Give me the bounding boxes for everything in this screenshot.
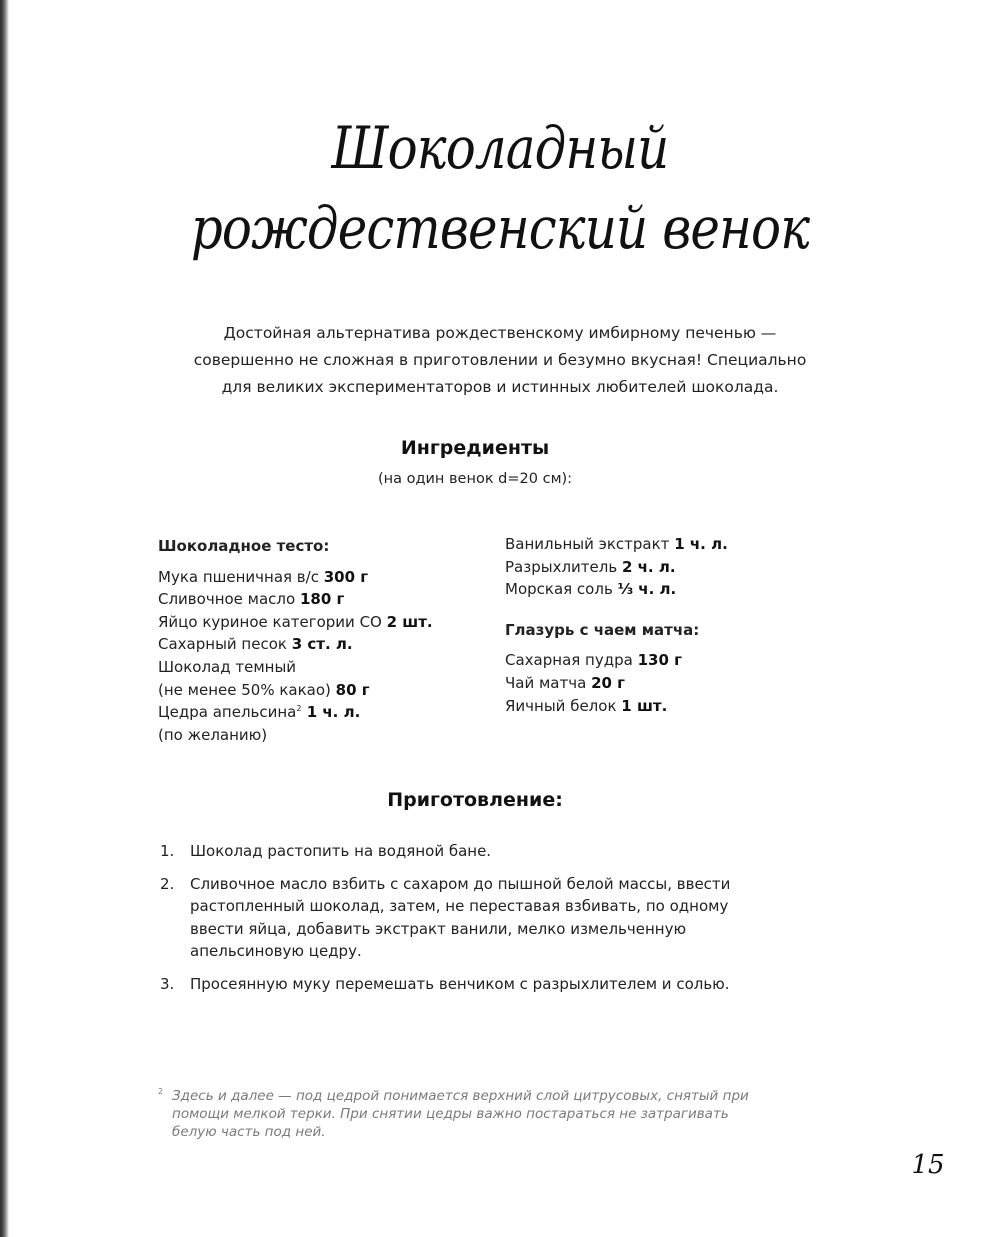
page-title [70, 108, 930, 268]
preparation-heading: Приготовление: [387, 789, 563, 811]
intro-line-1: Достойная альтернатива рождественскому имбирному печенью — [223, 324, 777, 342]
ingredient-amount: 80 г [335, 680, 370, 699]
step-number: 3. [160, 974, 175, 993]
glaze-ingredient-list [505, 649, 728, 717]
ingredient-row [158, 679, 433, 702]
ingredient-row [505, 556, 728, 579]
ingredient-amount: 20 г [591, 673, 625, 692]
title-line-1: Шоколадный [331, 114, 669, 182]
ingredient-row [505, 533, 728, 556]
ingredient-row [158, 724, 433, 747]
right-column [505, 533, 728, 717]
ingredient-name: Морская соль [505, 580, 618, 599]
preparation-step [160, 973, 800, 996]
ingredient-amount: 1 шт. [621, 696, 668, 715]
dough-heading: Шоколадное тесто: [158, 537, 330, 555]
step-text [190, 973, 800, 996]
ingredient-name: Чай матча [505, 673, 592, 692]
ingredient-name: (не менее 50% какао) [158, 680, 336, 699]
page-number: 15 [911, 1150, 945, 1180]
ingredient-row [158, 633, 433, 656]
extra-ingredient-list [505, 533, 728, 601]
ingredient-row [505, 649, 728, 672]
step-number: 2. [160, 874, 175, 893]
step-text-line: Просеянную муку перемешать венчиком с разрыхлителем и солью. [190, 974, 730, 993]
ingredient-name: Яйцо куриное категории СО [158, 612, 387, 631]
ingredient-name: Цедра апельсина [158, 703, 297, 722]
intro-line-3: для великих экспериментаторов и истинных любителей шоколада. [221, 378, 779, 396]
preparation-steps [160, 840, 800, 1006]
footnote [158, 1087, 798, 1141]
ingredient-name: Сахарный песок [158, 635, 292, 654]
ingredient-name: Разрыхлитель [505, 557, 622, 576]
dough-column [158, 535, 433, 746]
ingredient-amount: ⅓ ч. л. [617, 580, 677, 599]
ingredient-amount: 180 г [299, 590, 345, 609]
ingredient-name: Сливочное масло [158, 590, 300, 609]
ingredient-amount: 1 ч. л. [301, 703, 361, 722]
footnote-line-1: Здесь и далее — под цедрой понимается верхний слой цитрусовых, снятый при [172, 1088, 749, 1104]
ingredient-amount: 130 г [637, 651, 682, 670]
intro-paragraph [140, 320, 860, 401]
ingredient-amount: 2 шт. [386, 612, 433, 631]
ingredient-amount: 1 ч. л. [674, 535, 728, 553]
title-line-2: рождественский венок [190, 194, 810, 262]
glaze-heading: Глазурь с чаем матча: [505, 620, 700, 639]
ingredient-name: Мука пшеничная в/с [158, 567, 324, 586]
ingredient-row [158, 701, 433, 724]
ingredient-amount: 3 ст. л. [291, 635, 353, 654]
page-edge-shadow [0, 0, 9, 1237]
ingredient-amount: 2 ч. л. [621, 557, 676, 576]
step-text-line: растопленный шоколад, затем, не переставая взбивать, по одному [190, 897, 729, 916]
footnote-line-2: помощи мелкой терки. При снятии цедры важно постараться не затрагивать [172, 1106, 729, 1122]
ingredient-row [505, 695, 728, 718]
ingredients-note: (на один венок d=20 см): [377, 471, 573, 487]
ingredient-name: Сахарная пудра [505, 651, 638, 670]
step-text [190, 840, 800, 863]
ingredient-row [158, 611, 433, 634]
ingredients-heading: Ингредиенты [400, 437, 550, 459]
step-number: 1. [160, 842, 175, 860]
ingredient-row [505, 672, 728, 695]
ingredient-row [158, 566, 433, 589]
footnote-line-3: белую часть под ней. [172, 1124, 326, 1140]
step-text-line: ввести яйца, добавить экстракт ванили, мелко измельченную [190, 919, 687, 938]
ingredient-name: Яичный белок [505, 696, 622, 715]
step-text-line: Шоколад растопить на водяной бане. [190, 842, 492, 860]
ingredient-row [505, 578, 728, 601]
ingredient-name: Ванильный экстракт [505, 535, 675, 553]
ingredient-name: Шоколад темный [158, 657, 297, 676]
step-text-line: апельсиновую цедру. [190, 942, 362, 961]
ingredient-name: (по желанию) [158, 725, 268, 744]
intro-line-2: совершенно не сложная в приготовлении и безумно вкусная! Специально [193, 351, 807, 369]
ingredient-row [158, 588, 433, 611]
step-text [190, 873, 800, 963]
footnote-reference: 2 [296, 704, 302, 714]
footnote-mark: 2 [158, 1087, 164, 1096]
preparation-step [160, 840, 800, 863]
ingredient-amount: 300 г [323, 567, 369, 586]
dough-ingredient-list [158, 566, 433, 747]
ingredient-row [158, 656, 433, 679]
step-text-line: Сливочное масло взбить с сахаром до пышной белой массы, ввести [190, 874, 731, 893]
preparation-step [160, 873, 800, 963]
